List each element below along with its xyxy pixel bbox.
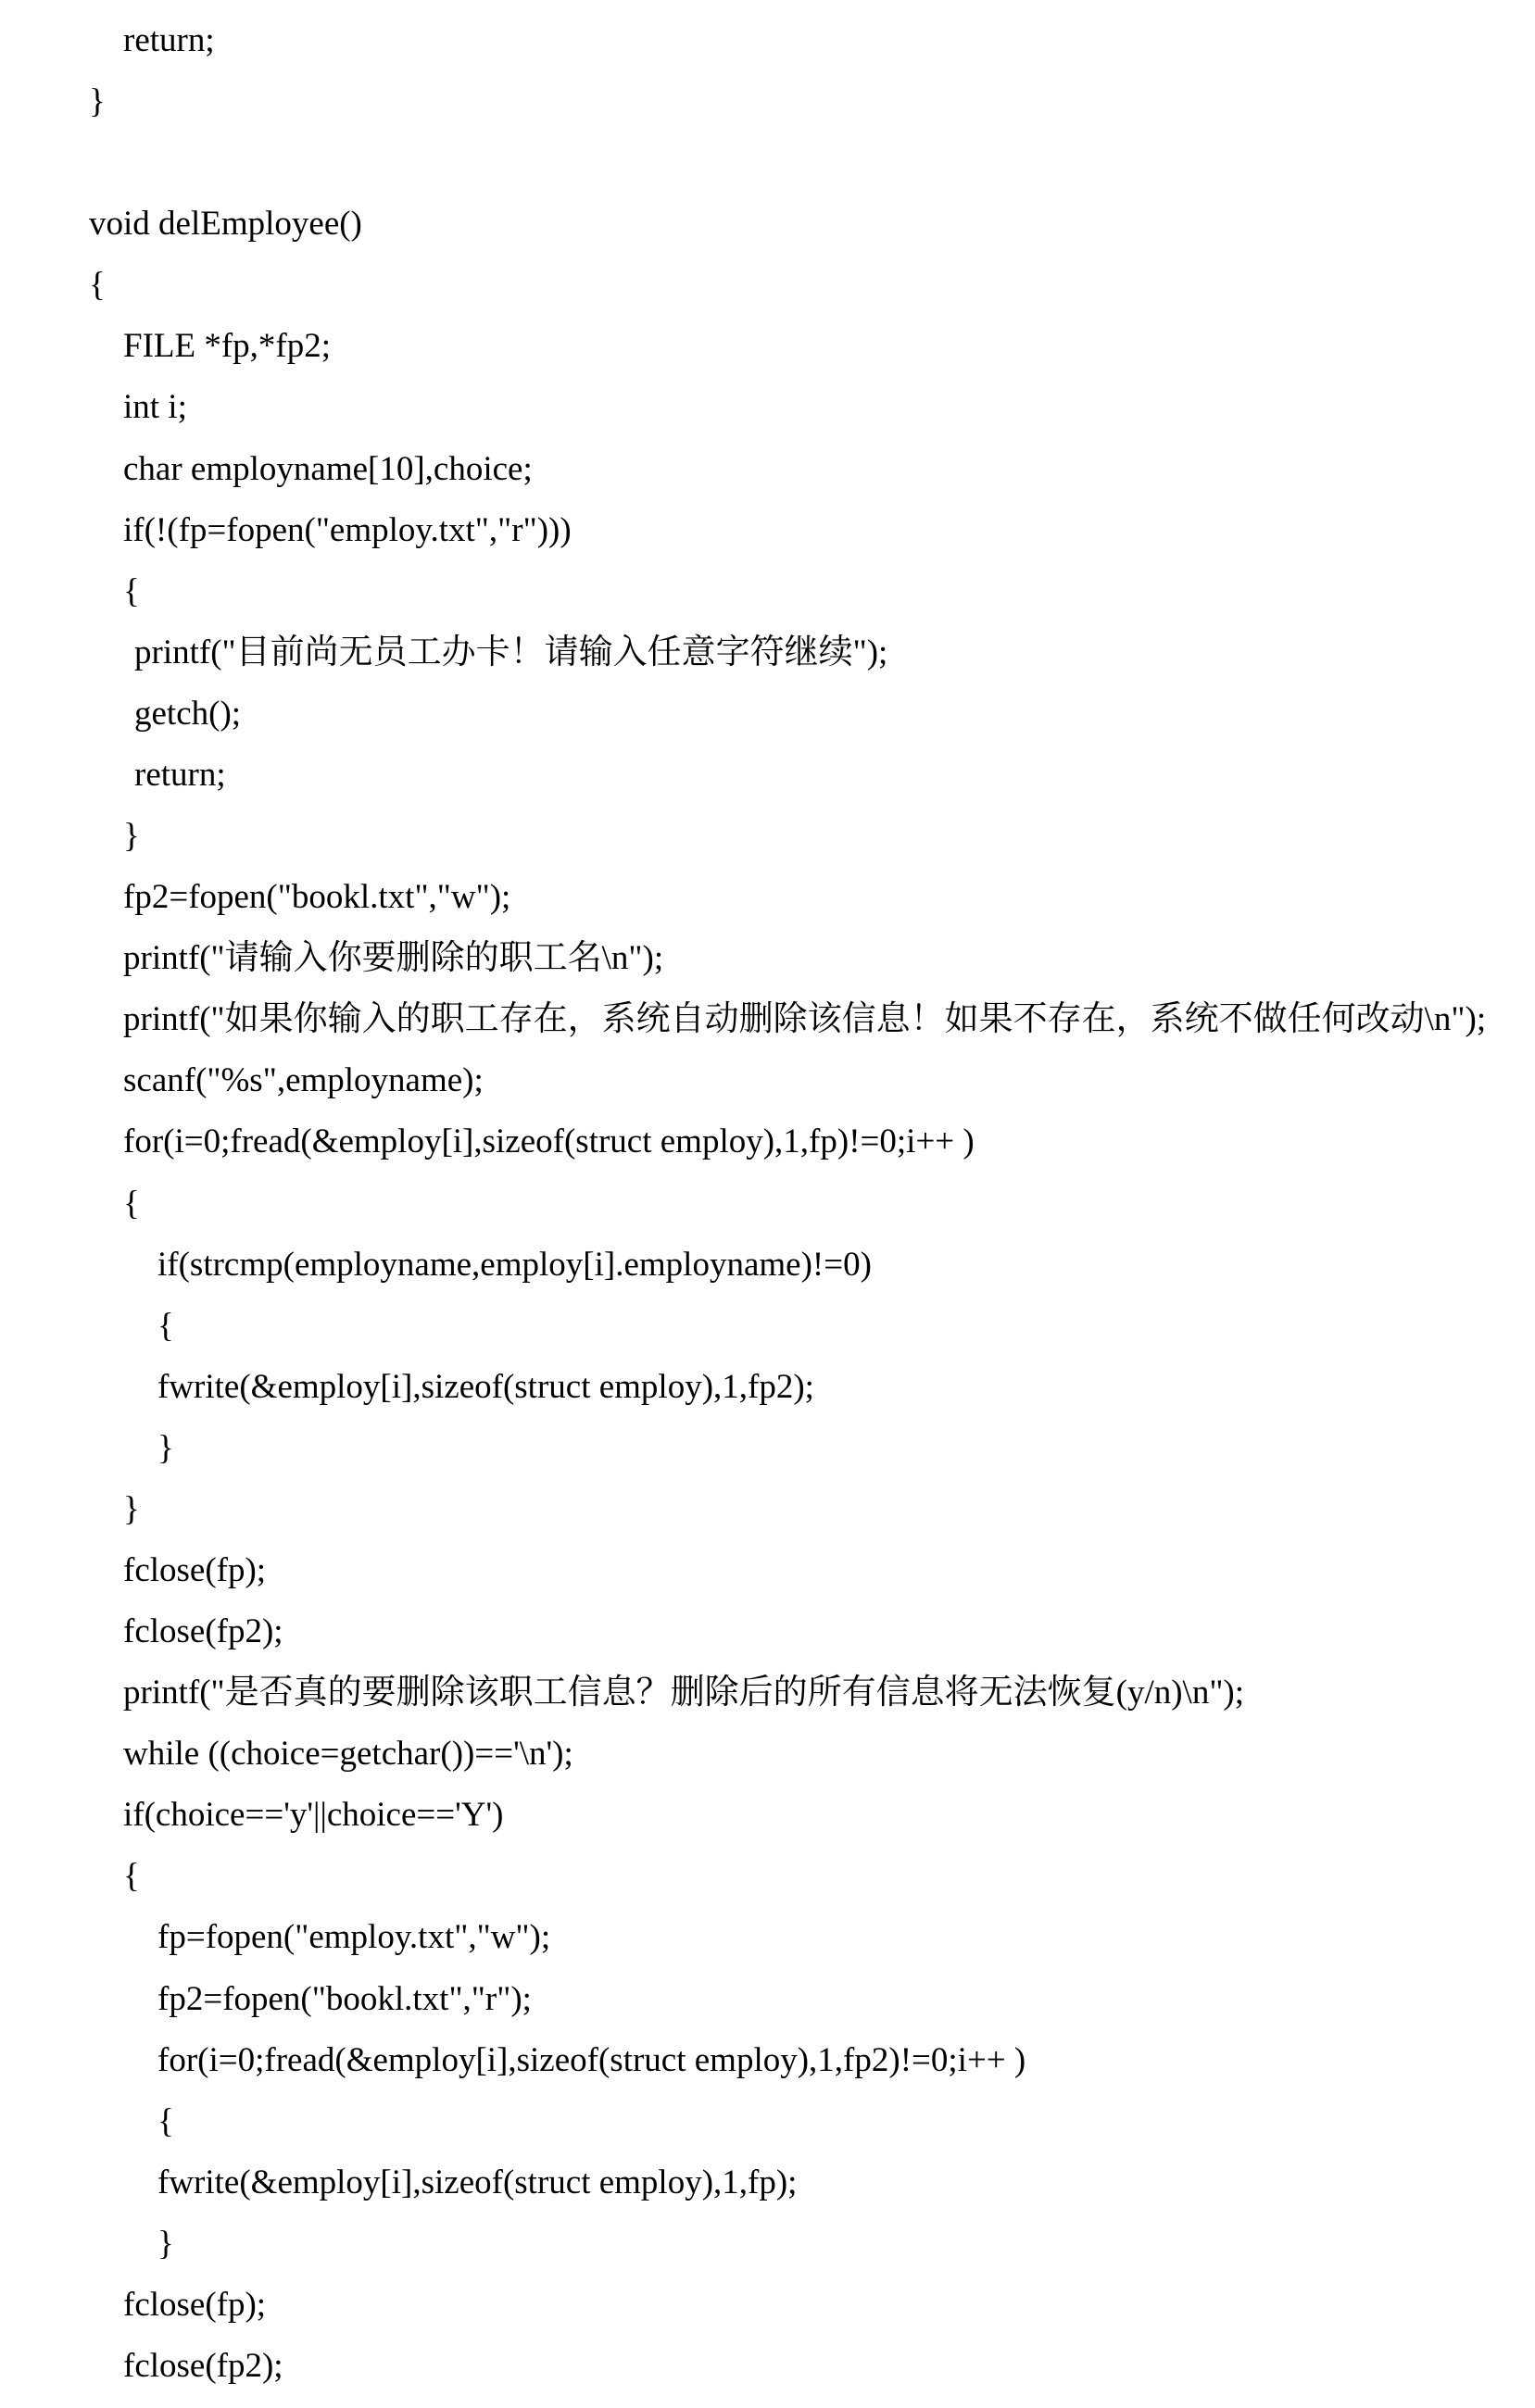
code-line: fwrite(&employ[i],sizeof(struct employ),1,fp); (157, 2163, 798, 2201)
code-line: fclose(fp); (123, 2285, 267, 2324)
code-line: void delEmployee() (89, 205, 362, 244)
code-line: } (157, 1428, 174, 1467)
code-line: } (157, 2224, 174, 2263)
code-line: scanf("%s",employname); (123, 1061, 484, 1100)
code-line: { (157, 2101, 174, 2140)
code-line: if(!(fp=fopen("employ.txt","r"))) (123, 510, 572, 549)
code-line: char employname[10],choice; (123, 449, 533, 488)
code-line: printf("请输入你要删除的职工名\n"); (123, 939, 664, 978)
code-line: fclose(fp2); (123, 2347, 283, 2386)
code-line: if(strcmp(employname,employ[i].employname)!=0) (157, 1245, 872, 1284)
code-line: } (89, 82, 106, 121)
code-line: fclose(fp2); (123, 1612, 283, 1651)
code-line: return; (134, 755, 226, 794)
code-line: FILE *fp,*fp2; (123, 327, 332, 366)
code-line: return; (123, 21, 215, 59)
code-line: } (123, 817, 140, 856)
code-line: if(choice=='y'||choice=='Y') (123, 1796, 504, 1835)
code-line: for(i=0;fread(&employ[i],sizeof(struct employ),1,fp)!=0;i++ ) (123, 1122, 975, 1161)
code-line: printf("目前尚无员工办卡！请输入任意字符继续"); (134, 633, 888, 671)
code-line: { (89, 266, 106, 305)
code-line: { (123, 1184, 140, 1223)
code-line: printf("是否真的要删除该职工信息？删除后的所有信息将无法恢复(y/n)\n"); (123, 1674, 1245, 1712)
code-line: fp=fopen("employ.txt","w"); (157, 1918, 551, 1957)
code-line: fclose(fp); (123, 1551, 267, 1589)
code-line: { (157, 1306, 174, 1345)
code-line: for(i=0;fread(&employ[i],sizeof(struct employ),1,fp2)!=0;i++ ) (157, 2040, 1026, 2079)
code-line: printf("如果你输入的职工存在，系统自动删除该信息！如果不存在，系统不做任何改动\n"); (123, 1000, 1487, 1039)
code-line: } (123, 1489, 140, 1528)
code-line: fwrite(&employ[i],sizeof(struct employ),1,fp2); (157, 1367, 814, 1406)
code-line: { (123, 571, 140, 610)
code-line: { (123, 1857, 140, 1896)
code-line: fp2=fopen("bookl.txt","w"); (123, 878, 511, 917)
code-line: fp2=fopen("bookl.txt","r"); (157, 1979, 532, 2018)
code-line: while ((choice=getchar())=='\n'); (123, 1735, 573, 1774)
code-line: getch(); (134, 694, 242, 733)
code-line: int i; (123, 388, 187, 427)
